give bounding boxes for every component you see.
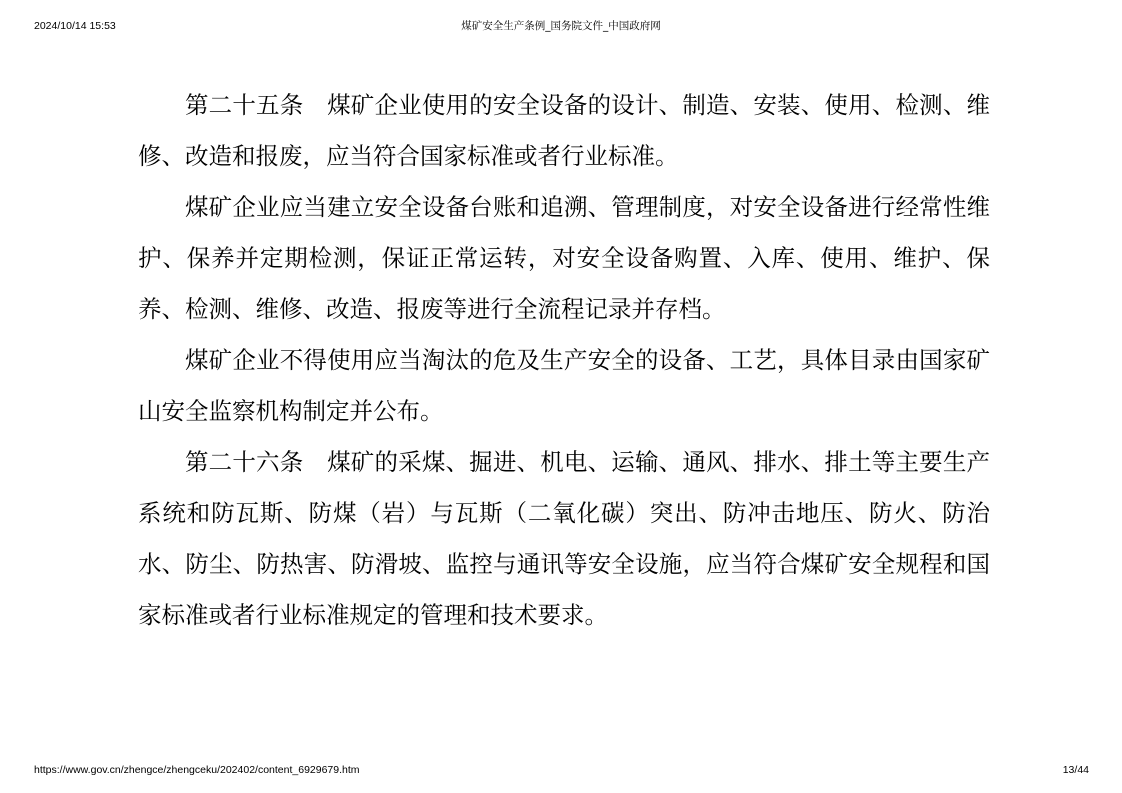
document-body: [138, 80, 990, 641]
article-26-paragraph: 第二十六条 煤矿的采煤、掘进、机电、运输、通风、排水、排土等主要生产系统和防瓦斯、防煤（岩）与瓦斯（二氧化碳）突出、防冲击地压、防火、防治水、防尘、防热害、防滑坡、监控与通讯等安全设施，应当符合煤矿安全规程和国家标准或者行业标准规定的管理和技术要求。: [138, 448, 990, 629]
page-number: 13/44: [1062, 764, 1089, 776]
print-datetime: 2024/10/14 15:53: [34, 20, 116, 32]
article-25-paragraph: 第二十五条 煤矿企业使用的安全设备的设计、制造、安装、使用、检测、维修、改造和报废，应当符合国家标准或者行业标准。: [138, 91, 990, 170]
obsolete-equipment-paragraph: 煤矿企业不得使用应当淘汰的危及生产安全的设备、工艺，具体目录由国家矿山安全监察机构制定并公布。: [138, 346, 990, 425]
equipment-ledger-paragraph: 煤矿企业应当建立安全设备台账和追溯、管理制度，对安全设备进行经常性维护、保养并定期检测，保证正常运转，对安全设备购置、入库、使用、维护、保养、检测、维修、改造、报废等进行全流程记录并存档。: [138, 193, 990, 323]
source-url: https://www.gov.cn/zhengce/zhengceku/202402/content_6929679.htm: [34, 764, 360, 776]
page-title: 煤矿安全生产条例_国务院文件_中国政府网: [461, 20, 661, 32]
